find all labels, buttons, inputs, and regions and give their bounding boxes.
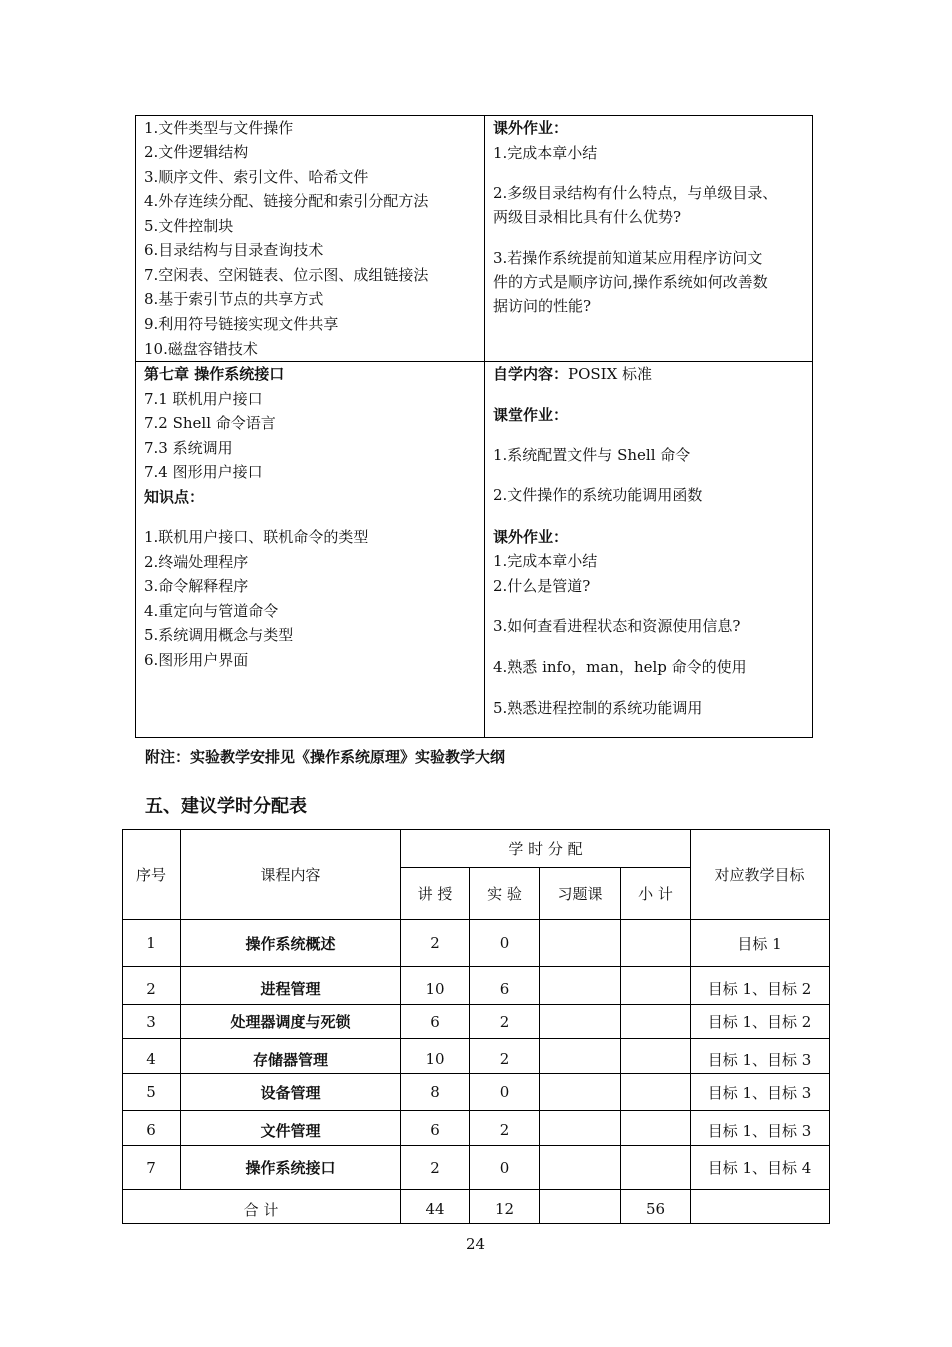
section-item: 7.3 系统调用 xyxy=(144,439,233,457)
list-item: 3.顺序文件、索引文件、哈希文件 xyxy=(144,168,369,186)
self-study xyxy=(493,364,652,384)
cell-content: 处理器调度与死锁 xyxy=(230,1013,351,1031)
header-subtotal: 小 计 xyxy=(638,885,673,903)
cell-goal: 目标 1、目标 3 xyxy=(707,1050,812,1069)
section-item: 7.1 联机用户接口 xyxy=(144,390,263,408)
list-item: 3.如何查看进程状态和资源使用信息? xyxy=(493,617,741,635)
cell-seq: 3 xyxy=(146,1012,156,1031)
cell-lab: 2 xyxy=(499,1012,510,1031)
list-item: 5.熟悉进程控制的系统功能调用 xyxy=(493,699,703,717)
total-label: 合 计 xyxy=(243,1200,279,1219)
cell-content: 设备管理 xyxy=(260,1083,321,1102)
cell-lecture: 8 xyxy=(430,1083,440,1101)
list-item: 6.目录结构与目录查询技术 xyxy=(144,241,324,259)
cell-content: 进程管理 xyxy=(260,980,321,998)
cell-lab: 2 xyxy=(499,1050,510,1068)
total-lab: 12 xyxy=(494,1200,515,1218)
list-item: 2.什么是管道? xyxy=(493,577,591,595)
list-item: 4.重定向与管道命令 xyxy=(144,602,279,620)
list-item: 1.系统配置文件与 Shell 命令 xyxy=(493,446,691,464)
list-item: 9.利用符号链接实现文件共享 xyxy=(144,315,339,333)
chapter-title: 第七章 操作系统接口 xyxy=(144,365,285,383)
cell-goal: 目标 1、目标 3 xyxy=(707,1121,812,1140)
list-item: 4.外存连续分配、链接分配和索引分配方法 xyxy=(144,192,429,210)
self-study-value: POSIX 标准 xyxy=(568,365,653,383)
list-item: 两级目录相比具有什么优势? xyxy=(493,208,682,226)
cell-content: 操作系统接口 xyxy=(245,1159,336,1177)
cell-seq: 6 xyxy=(146,1121,156,1139)
header-lecture: 讲 授 xyxy=(417,885,453,903)
cell-goal: 目标 1、目标 2 xyxy=(707,980,812,998)
cell-lecture: 6 xyxy=(430,1012,440,1031)
cell-lab: 2 xyxy=(499,1121,510,1139)
list-item: 1.完成本章小结 xyxy=(493,552,598,570)
list-item: 4.熟悉 info，man，help 命令的使用 xyxy=(493,658,747,676)
list-item: 3.若操作系统提前知道某应用程序访问文 xyxy=(493,249,763,267)
class-work-heading: 课堂作业： xyxy=(493,406,569,424)
list-item: 件的方式是顺序访问,操作系统如何改善数 xyxy=(493,273,768,291)
header-lab: 实 验 xyxy=(487,885,522,903)
list-item: 6.图形用户界面 xyxy=(144,651,249,669)
cell-seq: 2 xyxy=(146,979,156,998)
header-exercise: 习题课 xyxy=(557,885,603,903)
header-seq: 序号 xyxy=(135,865,166,884)
cell-goal: 目标 1、目标 3 xyxy=(707,1083,812,1102)
section-title: 五、建议学时分配表 xyxy=(145,796,307,817)
list-item: 5.系统调用概念与类型 xyxy=(144,626,294,644)
cell-goal: 目标 1、目标 2 xyxy=(707,1013,812,1031)
cell-lecture: 2 xyxy=(430,1158,440,1177)
cell-seq: 4 xyxy=(146,1050,156,1068)
list-item: 据访问的性能? xyxy=(493,297,592,315)
cell-content: 文件管理 xyxy=(260,1121,321,1140)
cell-seq: 7 xyxy=(146,1158,156,1177)
header-content: 课程内容 xyxy=(260,865,321,884)
section-item: 7.4 图形用户接口 xyxy=(144,463,263,481)
list-item: 8.基于索引节点的共享方式 xyxy=(144,290,324,308)
grid-line xyxy=(620,867,621,1223)
section-item: 7.2 Shell 命令语言 xyxy=(144,414,276,432)
syllabus-table-col-divider xyxy=(484,115,485,737)
cell-lecture: 2 xyxy=(430,934,440,952)
list-item: 2.文件逻辑结构 xyxy=(144,143,249,161)
homework-heading: 课外作业： xyxy=(493,528,569,546)
cell-lab: 0 xyxy=(499,1083,510,1101)
total-lecture: 44 xyxy=(425,1200,445,1218)
grid-line xyxy=(539,867,540,1223)
self-study-label: 自学内容： xyxy=(493,365,569,383)
lab-note: 附注：实验教学安排见《操作系统原理》实验教学大纲 xyxy=(145,748,506,766)
total-subtotal: 56 xyxy=(645,1200,666,1218)
list-item: 2.文件操作的系统功能调用函数 xyxy=(493,486,703,504)
page-number: 24 xyxy=(466,1235,486,1253)
list-item: 3.命令解释程序 xyxy=(144,577,249,595)
cell-lab: 0 xyxy=(499,1158,510,1177)
cell-lecture: 10 xyxy=(425,979,445,998)
list-item: 10.磁盘容错技术 xyxy=(144,340,258,358)
cell-lecture: 6 xyxy=(430,1121,440,1139)
header-hours: 学 时 分 配 xyxy=(508,839,583,858)
cell-goal: 目标 1、目标 4 xyxy=(707,1159,812,1177)
cell-seq: 5 xyxy=(146,1083,156,1101)
cell-lab: 0 xyxy=(499,934,510,952)
cell-content: 存储器管理 xyxy=(252,1050,328,1069)
syllabus-table-row-divider xyxy=(135,361,812,362)
cell-content: 操作系统概述 xyxy=(245,934,336,953)
list-item: 2.终端处理程序 xyxy=(144,553,249,571)
homework-heading: 课外作业： xyxy=(493,119,569,137)
header-goal: 对应教学目标 xyxy=(714,865,805,884)
list-item: 2.多级目录结构有什么特点，与单级目录、 xyxy=(493,184,778,202)
cell-seq: 1 xyxy=(146,934,156,952)
list-item: 1.完成本章小结 xyxy=(493,144,598,162)
list-item: 1.联机用户接口、联机命令的类型 xyxy=(144,528,369,546)
knowledge-points-heading: 知识点： xyxy=(144,488,205,506)
cell-lab: 6 xyxy=(499,979,510,998)
list-item: 7.空闲表、空闲链表、位示图、成组链接法 xyxy=(144,266,429,284)
list-item: 5.文件控制块 xyxy=(144,217,234,235)
cell-goal: 目标 1 xyxy=(737,934,782,953)
cell-lecture: 10 xyxy=(425,1050,445,1068)
list-item: 1.文件类型与文件操作 xyxy=(144,119,294,137)
